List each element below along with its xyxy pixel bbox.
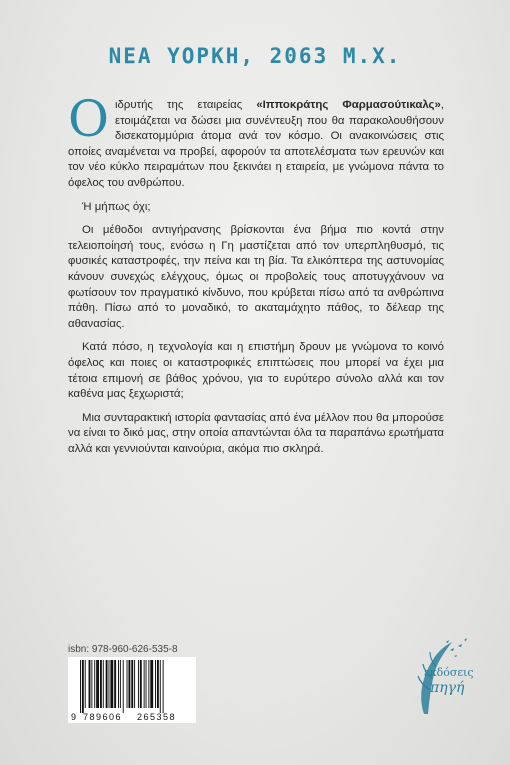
barcode bbox=[68, 657, 196, 723]
barcode-bar bbox=[103, 660, 104, 708]
barcode-bar bbox=[94, 660, 95, 708]
barcode-bar bbox=[134, 660, 135, 708]
barcode-bar bbox=[85, 660, 86, 708]
barcode-bar bbox=[150, 660, 153, 708]
cover-heading: ΝΕΑ ΥΟΡΚΗ, 2063 Μ.Χ. bbox=[108, 44, 402, 68]
barcode-bar bbox=[82, 660, 84, 713]
barcode-bar bbox=[155, 660, 156, 708]
p1-pre: ιδρυτής της εταιρείας bbox=[115, 99, 257, 111]
barcode-bar bbox=[148, 660, 149, 708]
barcode-group-right: 265358 bbox=[137, 712, 177, 722]
barcode-bar bbox=[144, 660, 145, 708]
barcode-bar bbox=[131, 660, 133, 708]
barcode-bar bbox=[140, 660, 142, 708]
barcode-bar bbox=[91, 660, 92, 708]
barcode-bar bbox=[106, 660, 108, 708]
barcode-bar bbox=[163, 660, 164, 713]
barcode-bar bbox=[160, 660, 161, 713]
barcode-bar bbox=[100, 660, 102, 708]
barcode-bar bbox=[96, 660, 99, 708]
blurb-text bbox=[68, 90, 444, 465]
barcode-bar bbox=[89, 660, 91, 708]
barcode-bar bbox=[109, 660, 110, 708]
barcode-bar bbox=[80, 660, 81, 713]
barcode-graphic bbox=[68, 657, 196, 723]
drop-cap: Ο bbox=[68, 90, 109, 148]
barcode-bar bbox=[110, 660, 113, 708]
barcode-bar bbox=[157, 660, 159, 708]
blurb-paragraph-4: Κατά πόσο, η τεχνολογία και η επιστήμη δρουν με γνώμονα το κοινό όφελος και ποιες οι καταστροφικές επιπτώσεις που μπορεί να έχει μια τέτοια επιμονή σε βάθος χρόνου, για το ευρύτερο σύνολο αλλά και τον καθένα μας ξεχωριστά; bbox=[68, 341, 444, 401]
barcode-bar bbox=[120, 660, 121, 708]
isbn-label: isbn: 978-960-626-535-8 bbox=[68, 644, 178, 655]
barcode-first-digit: 9 bbox=[71, 712, 77, 722]
barcode-bar bbox=[128, 660, 130, 708]
barcode-group-left: 789606 bbox=[83, 712, 123, 722]
blurb-paragraph-5: Μια συνταρακτική ιστορία φαντασίας από ένα μέλλον που θα μπορούσε να είναι το δικό μας, στην οποία απαντώνται όλα τα παραπάνω ερωτήματα αλλά και γεννιούνται καινούρια, ακόμα πιο σκληρά. bbox=[68, 411, 444, 455]
blurb-paragraph-1 bbox=[68, 90, 444, 192]
barcode-bar bbox=[118, 660, 119, 708]
barcode-bar bbox=[114, 660, 116, 708]
blurb-paragraph-2: Ή μήπως όχι; bbox=[82, 200, 151, 213]
publisher-line-2: πηγή bbox=[430, 680, 465, 696]
p1-post: , ετοιμάζεται να δώσει μια συνέντευξη που θα παρακολουθήσουν δισεκατομμύρια άτομα ανά τον κόσμο. Οι ανακοινώσεις στις οποίες αναμένεται να προβεί, αφορούν τα αποτελέσματα των ερευνών και τον νέο κύκλο πειραμάτων που ξεκινάει η εταιρεία, με γνώμονα πάντα το όφελος του ανθρώπου. bbox=[68, 99, 444, 189]
blurb-paragraph-3: Οι μέθοδοι αντιγήρανσης βρίσκονται ένα βήμα πιο κοντά στην τελειοποίησή τους, ενόσω η Γη μαστίζεται από τον υπερπληθυσμό, τις φυσικές καταστροφές, την πείνα και τη βία. Τα ελικόπτερα της αστυνομίας κάνουν συνεχώς ελέγχους, όμως οι προβολείς τους αποτυγχάνουν να φωτίσουν τον πραγματικό κίνδυνο, που κρύβεται πίσω από τα ανθρώπινα πάθη. Πίσω από το μοναδικό, το ακαταμάχητο πάθος, το δέλεαρ της αθανασίας. bbox=[68, 224, 444, 330]
company-name: «Ιπποκράτης Φαρμασούτικαλς» bbox=[256, 99, 441, 111]
barcode-bar bbox=[127, 660, 128, 708]
barcode-bar bbox=[123, 660, 124, 713]
barcode-bar bbox=[146, 660, 147, 708]
publisher-line-1: εκδόσεις bbox=[424, 666, 474, 679]
barcode-bar bbox=[138, 660, 139, 708]
